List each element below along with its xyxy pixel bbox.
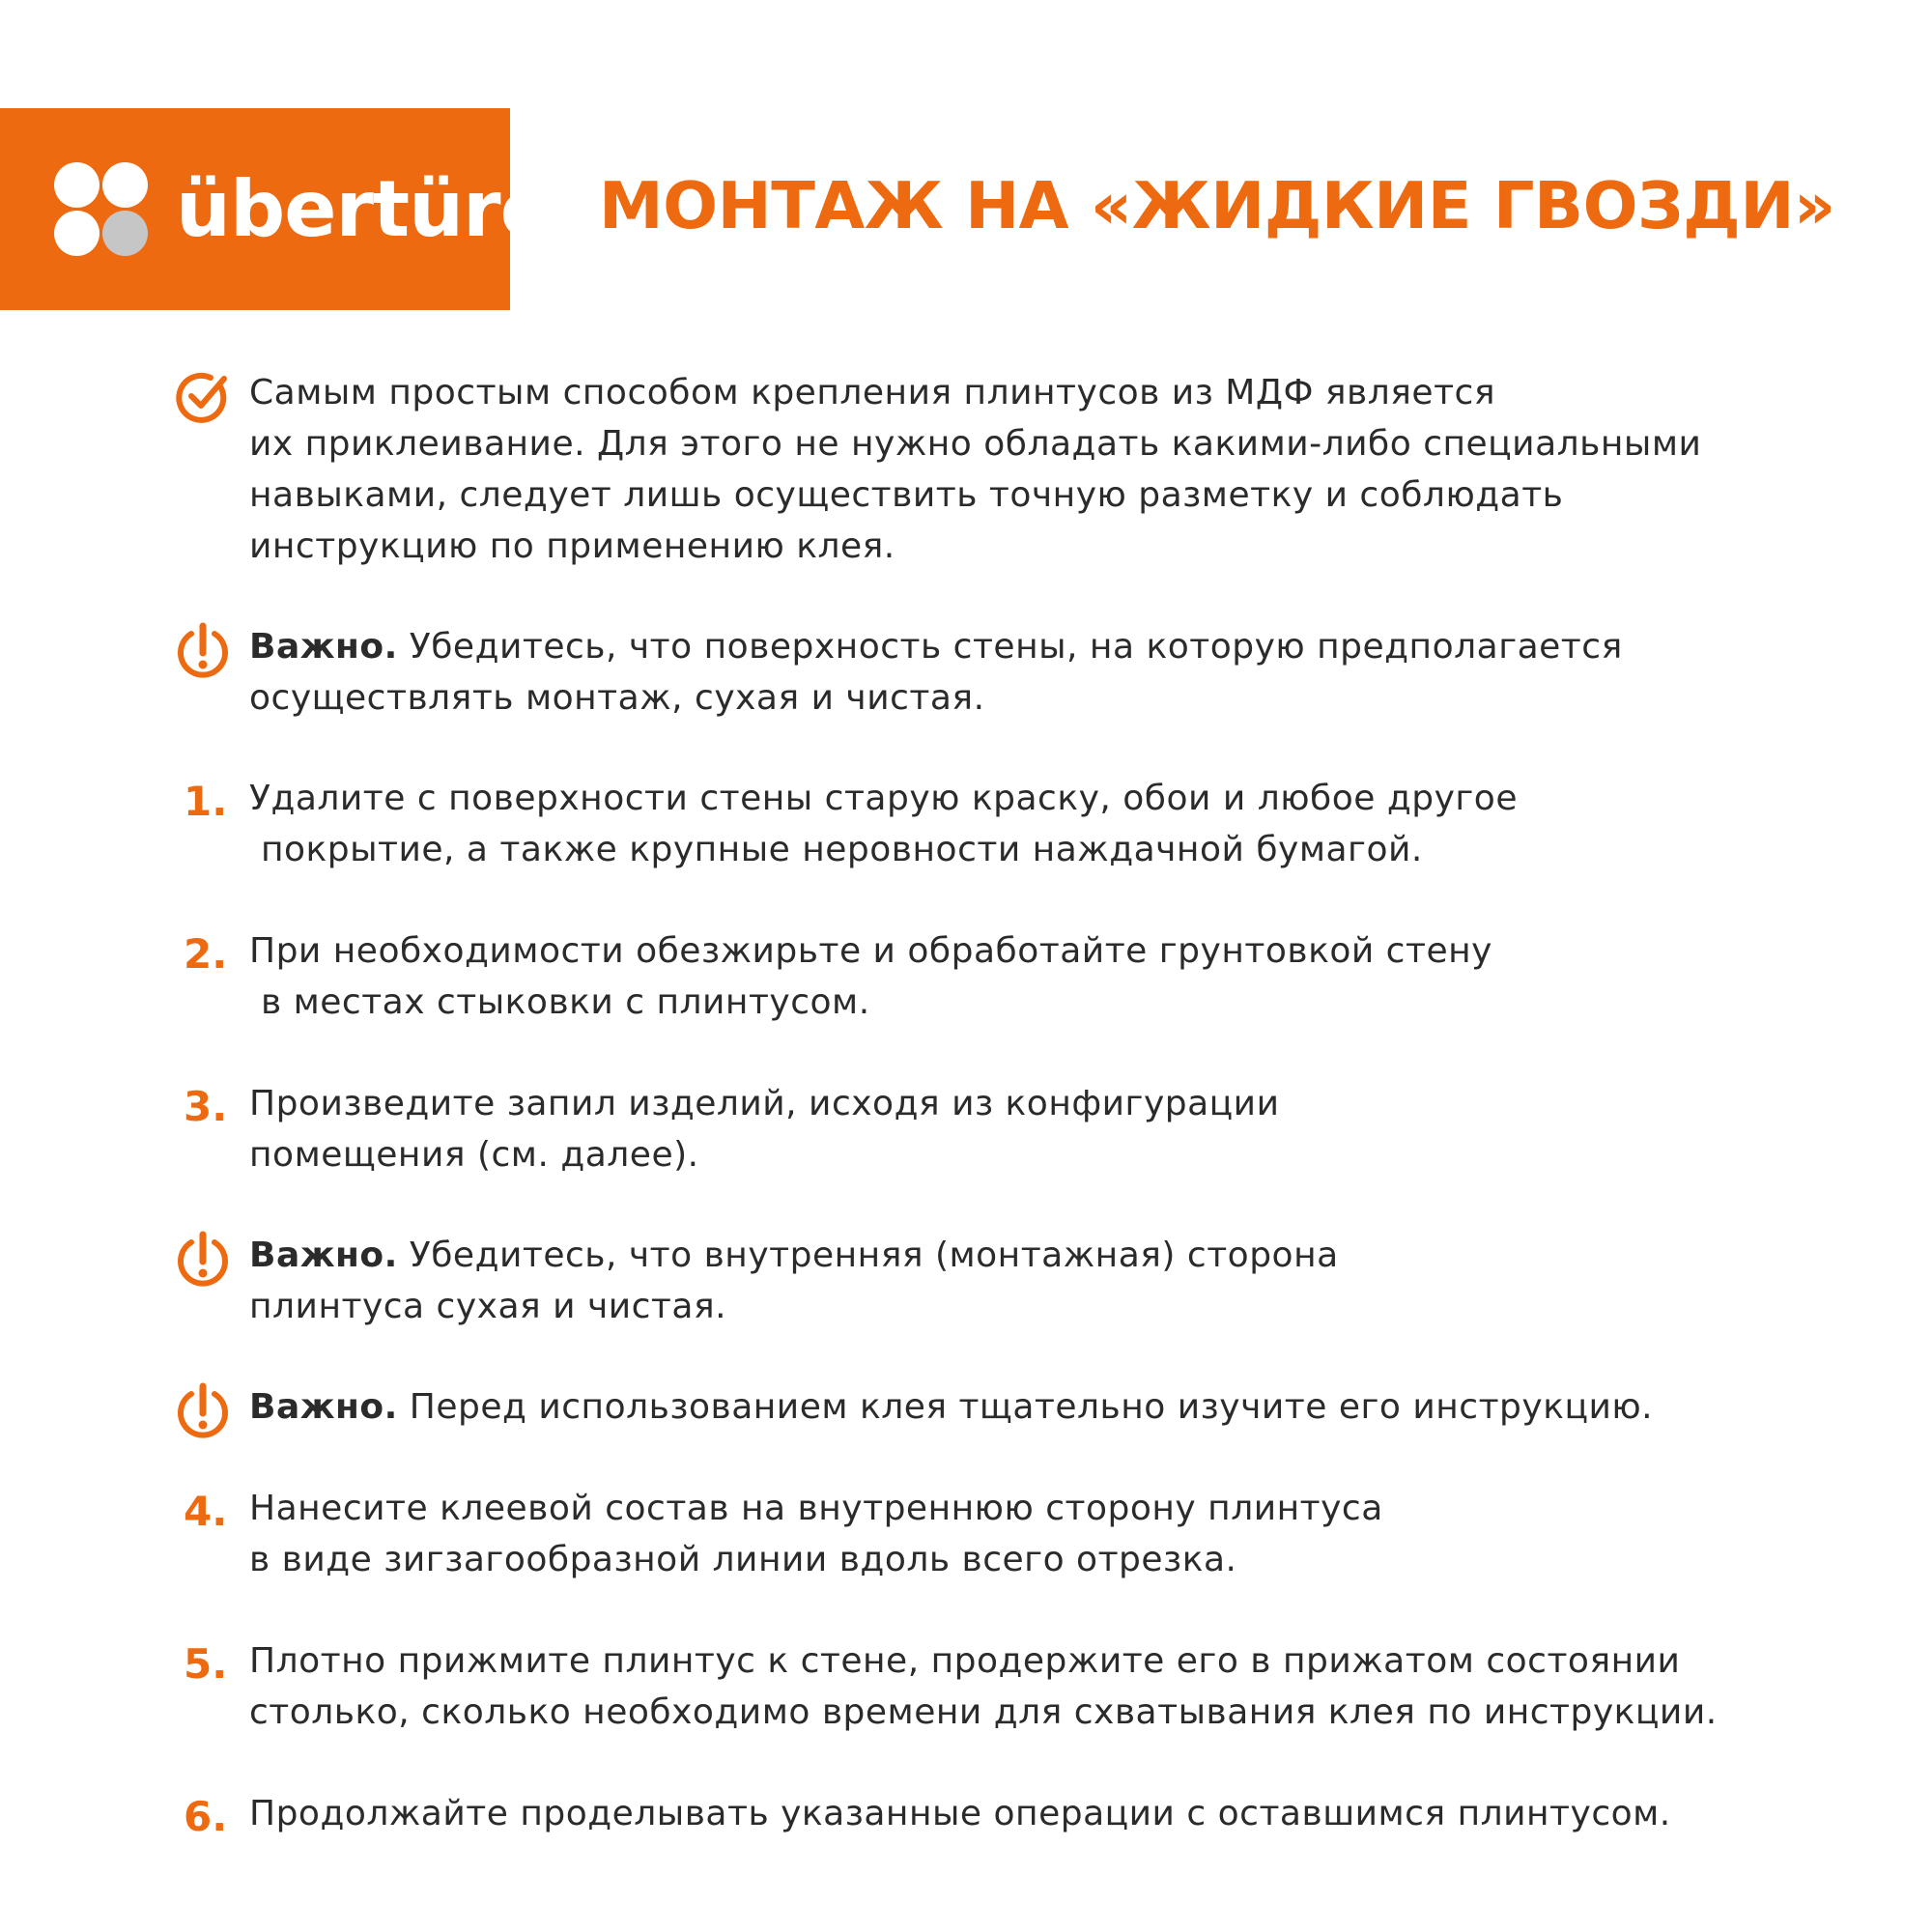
step-number-label: 2.: [184, 930, 228, 978]
step-text: Нанесите клеевой состав на внутреннюю сторону плинтуса в виде зигзагообразной линии вдоль всего отрезка.: [249, 1489, 1383, 1579]
step-number-label: 5.: [184, 1640, 228, 1688]
step-text: Произведите запил изделий, исходя из конфигурации помещения (см. далее).: [249, 1084, 1280, 1175]
step-number: [174, 1078, 243, 1136]
step-number-label: 1.: [184, 778, 228, 825]
step-number: [174, 1483, 243, 1541]
check-circle-icon: [174, 367, 243, 425]
note-label: Важно.: [249, 627, 398, 667]
note-text: [249, 621, 1623, 724]
warning-icon: [174, 1230, 243, 1288]
step-number-label: 3.: [184, 1083, 228, 1130]
note-body: Перед использованием клея тщательно изучите его инструкцию.: [397, 1387, 1654, 1427]
note-body: Убедитесь, что внутренняя (монтажная) сторона плинтуса сухая и чистая.: [249, 1236, 1339, 1326]
note-label: Важно.: [249, 1387, 398, 1427]
page-title: МОНТАЖ НА «ЖИДКИЕ ГВОЗДИ»: [599, 168, 1835, 243]
warning-icon: [174, 1381, 243, 1439]
step-number: [174, 773, 243, 831]
step-text: При необходимости обезжирьте и обработайте грунтовкой стену в местах стыковки с плинтусом.: [249, 931, 1492, 1022]
step-number-label: 4.: [184, 1488, 228, 1535]
step-number-label: 6.: [184, 1793, 228, 1840]
step-number: [174, 1635, 243, 1693]
step-text: Продолжайте проделывать указанные операции с оставшимся плинтусом.: [249, 1794, 1671, 1833]
step-number: [174, 1788, 243, 1846]
intro-text: Самым простым способом крепления плинтусов из МДФ является их приклеивание. Для этого не нужно обладать какими-либо специальными навыками, следует лишь осуществить точную разметку и соблюдать инструкцию по применению клея.: [249, 373, 1702, 566]
step-number: [174, 925, 243, 983]
brand-name: übertüre: [176, 164, 552, 254]
note-label: Важно.: [249, 1236, 398, 1275]
note-text: [249, 1381, 1653, 1433]
step-text: Плотно прижмите плинтус к стене, продержите его в прижатом состоянии столько, сколько необходимо времени для схватывания клея по инструкции.: [249, 1641, 1718, 1732]
note-text: [249, 1230, 1339, 1332]
note-body: Убедитесь, что поверхность стены, на которую предполагается осуществлять монтаж, сухая и чистая.: [249, 627, 1623, 718]
step-text: Удалите с поверхности стены старую краску, обои и любое другое покрытие, а также крупные неровности наждачной бумагой.: [249, 779, 1518, 869]
warning-icon: [174, 621, 243, 679]
